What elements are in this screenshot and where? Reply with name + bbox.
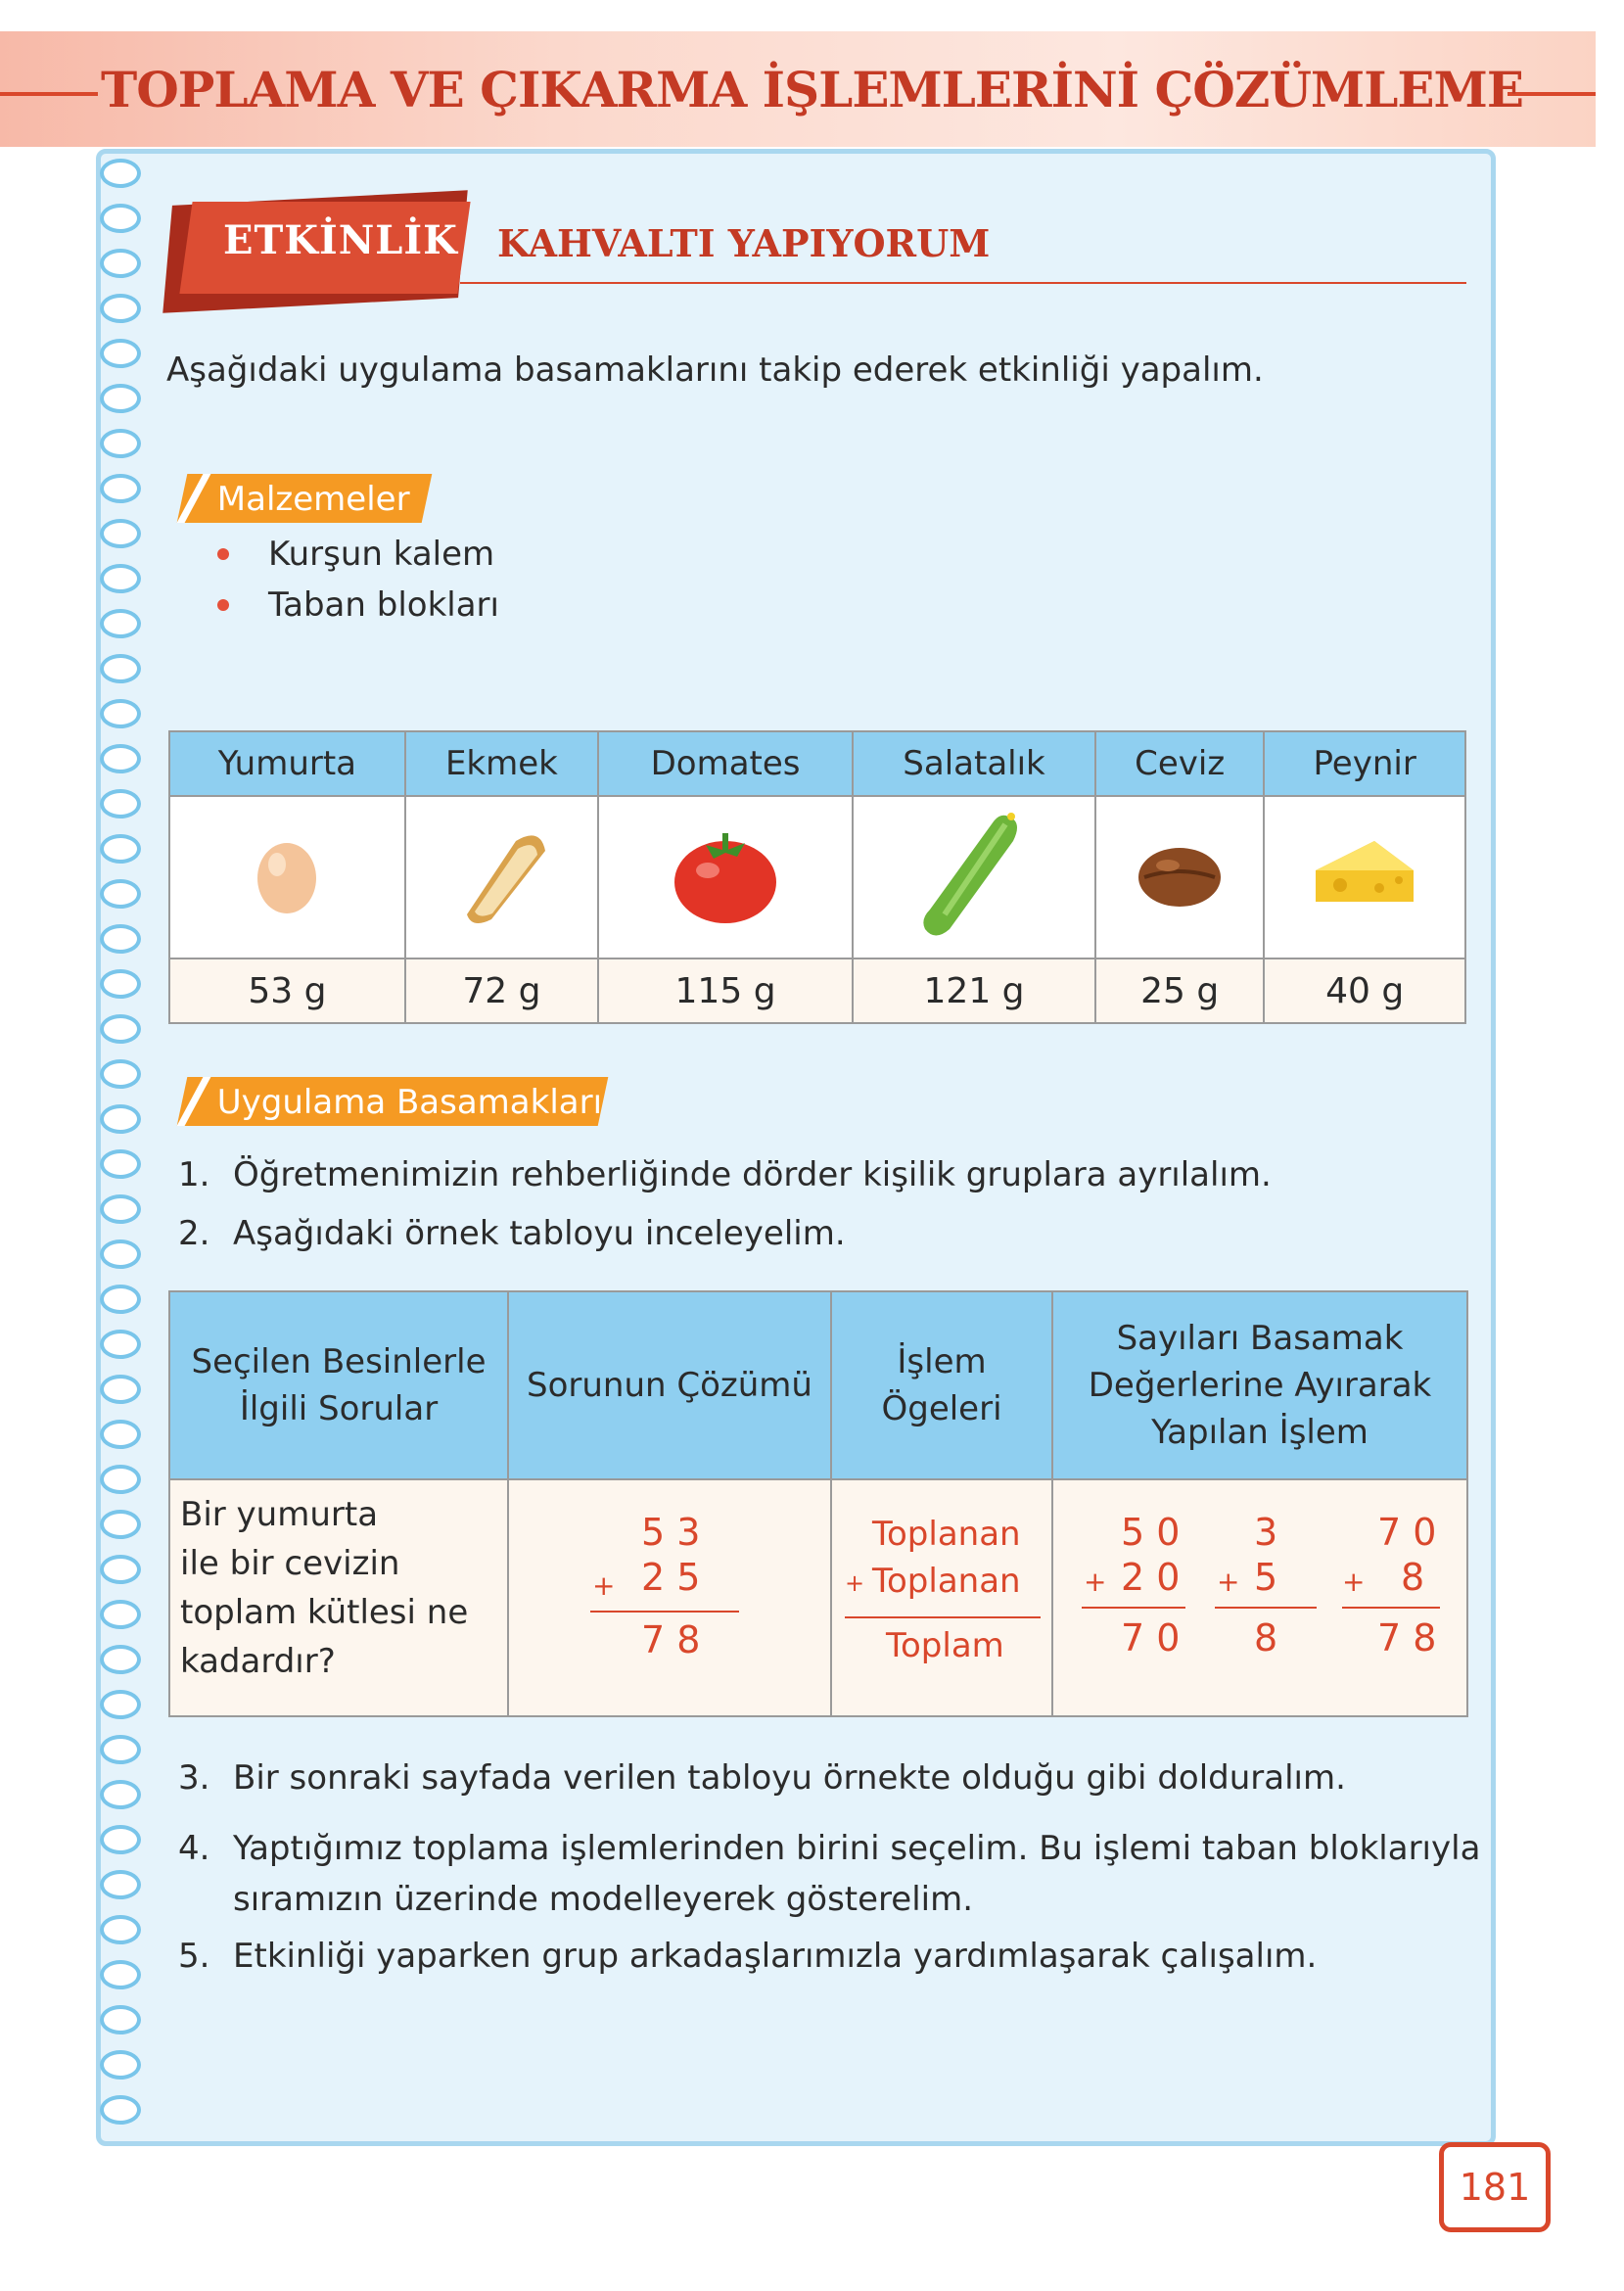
table-row [169, 796, 1465, 958]
food-weight: 40 g [1264, 958, 1465, 1023]
spiral-ring [100, 1870, 141, 1899]
example-table [168, 1290, 1468, 1717]
spiral-ring [100, 699, 141, 728]
spiral-ring [100, 1239, 141, 1269]
spiral-ring [100, 429, 141, 458]
food-name: Ekmek [405, 731, 598, 796]
food-name: Domates [598, 731, 853, 796]
spiral-ring [100, 1330, 141, 1359]
spiral-ring [100, 1825, 141, 1854]
spiral-ring [100, 519, 141, 548]
spiral-ring [100, 294, 141, 323]
step-item: 2. Aşağıdaki örnek tabloyu inceleyelim. [178, 1214, 846, 1253]
spiral-ring [100, 1149, 141, 1179]
spiral-ring [100, 1104, 141, 1134]
spiral-ring [100, 474, 141, 503]
food-weight: 25 g [1095, 958, 1264, 1023]
materials-heading: Malzemeler [216, 480, 410, 519]
page-number: 181 [1439, 2142, 1551, 2232]
question-cell: Bir yumurta ile bir cevizin toplam kütlesi ne kadardır? [169, 1479, 508, 1716]
spiral-ring [100, 1420, 141, 1449]
table-row [169, 958, 1465, 1023]
spiral-ring [100, 159, 141, 188]
food-weight: 53 g [169, 958, 405, 1023]
bullet-icon [217, 548, 229, 560]
spiral-ring [100, 1059, 141, 1089]
spiral-ring [100, 609, 141, 638]
spiral-ring [100, 969, 141, 999]
spiral-ring [100, 2095, 141, 2125]
spiral-ring [100, 924, 141, 954]
spiral-ring [100, 1690, 141, 1719]
spiral-ring [100, 744, 141, 773]
food-weight: 121 g [853, 958, 1095, 1023]
solution-cell: 5 3 + 2 5 7 8 [508, 1479, 831, 1716]
spiral-ring [100, 1960, 141, 1989]
spiral-ring [100, 2005, 141, 2034]
activity-badge-label: ETKİNLİK [223, 217, 458, 263]
parts-cell: Toplanan + Toplanan Toplam [831, 1479, 1052, 1716]
tomato-icon [667, 821, 784, 929]
activity-title: KAHVALTI YAPIYORUM [497, 221, 991, 265]
column-header: Sorunun Çözümü [508, 1291, 831, 1479]
walnut-icon [1131, 836, 1229, 914]
spiral-ring [100, 1555, 141, 1584]
list-item: Kurşun kalem [217, 529, 499, 580]
food-name: Yumurta [169, 731, 405, 796]
spiral-ring [100, 2050, 141, 2080]
place-value-cell: 5 0 + 2 0 7 0 3 + 5 8 7 0 + 8 7 8 [1052, 1479, 1467, 1716]
spiral-ring [100, 1645, 141, 1674]
food-name: Salatalık [853, 731, 1095, 796]
steps-tag [177, 1077, 609, 1126]
spiral-ring [100, 1780, 141, 1809]
spiral-ring [100, 1285, 141, 1314]
spiral-ring [100, 339, 141, 368]
table-row [169, 731, 1465, 796]
egg-icon [248, 831, 326, 919]
column-header: İşlem Ögeleri [831, 1291, 1052, 1479]
spiral-ring [100, 204, 141, 233]
step-item: 5. Etkinliği yaparken grup arkadaşlarımızla yardımlaşarak çalışalım. [178, 1937, 1318, 1976]
food-weight: 72 g [405, 958, 598, 1023]
activity-title-rule [460, 282, 1466, 284]
food-name: Ceviz [1095, 731, 1264, 796]
table-row [169, 1479, 1467, 1716]
spiral-ring [100, 834, 141, 864]
list-item: Taban blokları [217, 580, 499, 631]
cheese-icon [1306, 831, 1423, 919]
cucumber-icon [915, 807, 1033, 944]
spiral-ring [100, 1194, 141, 1224]
spiral-ring [100, 1735, 141, 1764]
food-weight: 115 g [598, 958, 853, 1023]
spiral-ring [100, 249, 141, 278]
page-title: TOPLAMA VE ÇIKARMA İŞLEMLERİNİ ÇÖZÜMLEME [100, 61, 1524, 118]
materials-list [217, 529, 499, 631]
spiral-ring [100, 1600, 141, 1629]
step-item: 3. Bir sonraki sayfada verilen tabloyu örnekte olduğu gibi dolduralım. [178, 1758, 1346, 1798]
food-name: Peynir [1264, 731, 1465, 796]
spiral-ring [100, 1465, 141, 1494]
bread-icon [447, 821, 555, 929]
intro-text: Aşağıdaki uygulama basamaklarını takip ederek etkinliği yapalım. [166, 351, 1264, 390]
spiral-ring [100, 1375, 141, 1404]
materials-tag [177, 474, 433, 523]
spiral-ring [100, 789, 141, 818]
spiral-ring [100, 879, 141, 909]
spiral-ring [100, 654, 141, 683]
spiral-binding [100, 159, 143, 2136]
spiral-ring [100, 1014, 141, 1044]
table-row [169, 1291, 1467, 1479]
column-header: Seçilen Besinlerle İlgili Sorular [169, 1291, 508, 1479]
spiral-ring [100, 384, 141, 413]
step-item: 1. Öğretmenimizin rehberliğinde dörder kişilik gruplara ayrılalım. [178, 1155, 1272, 1194]
spiral-ring [100, 564, 141, 593]
spiral-ring [100, 1915, 141, 1944]
steps-heading: Uygulama Basamakları [216, 1083, 603, 1122]
bullet-icon [217, 599, 229, 611]
spiral-ring [100, 1510, 141, 1539]
column-header: Sayıları Basamak Değerlerine Ayırarak Yapılan İşlem [1052, 1291, 1467, 1479]
food-table [168, 730, 1466, 1024]
step-item: 4. Yaptığımız toplama işlemlerinden birini seçelim. Bu işlemi taban bloklarıyla sıramızın üzerinde modelleyerek gösterelim. [178, 1829, 1481, 1919]
